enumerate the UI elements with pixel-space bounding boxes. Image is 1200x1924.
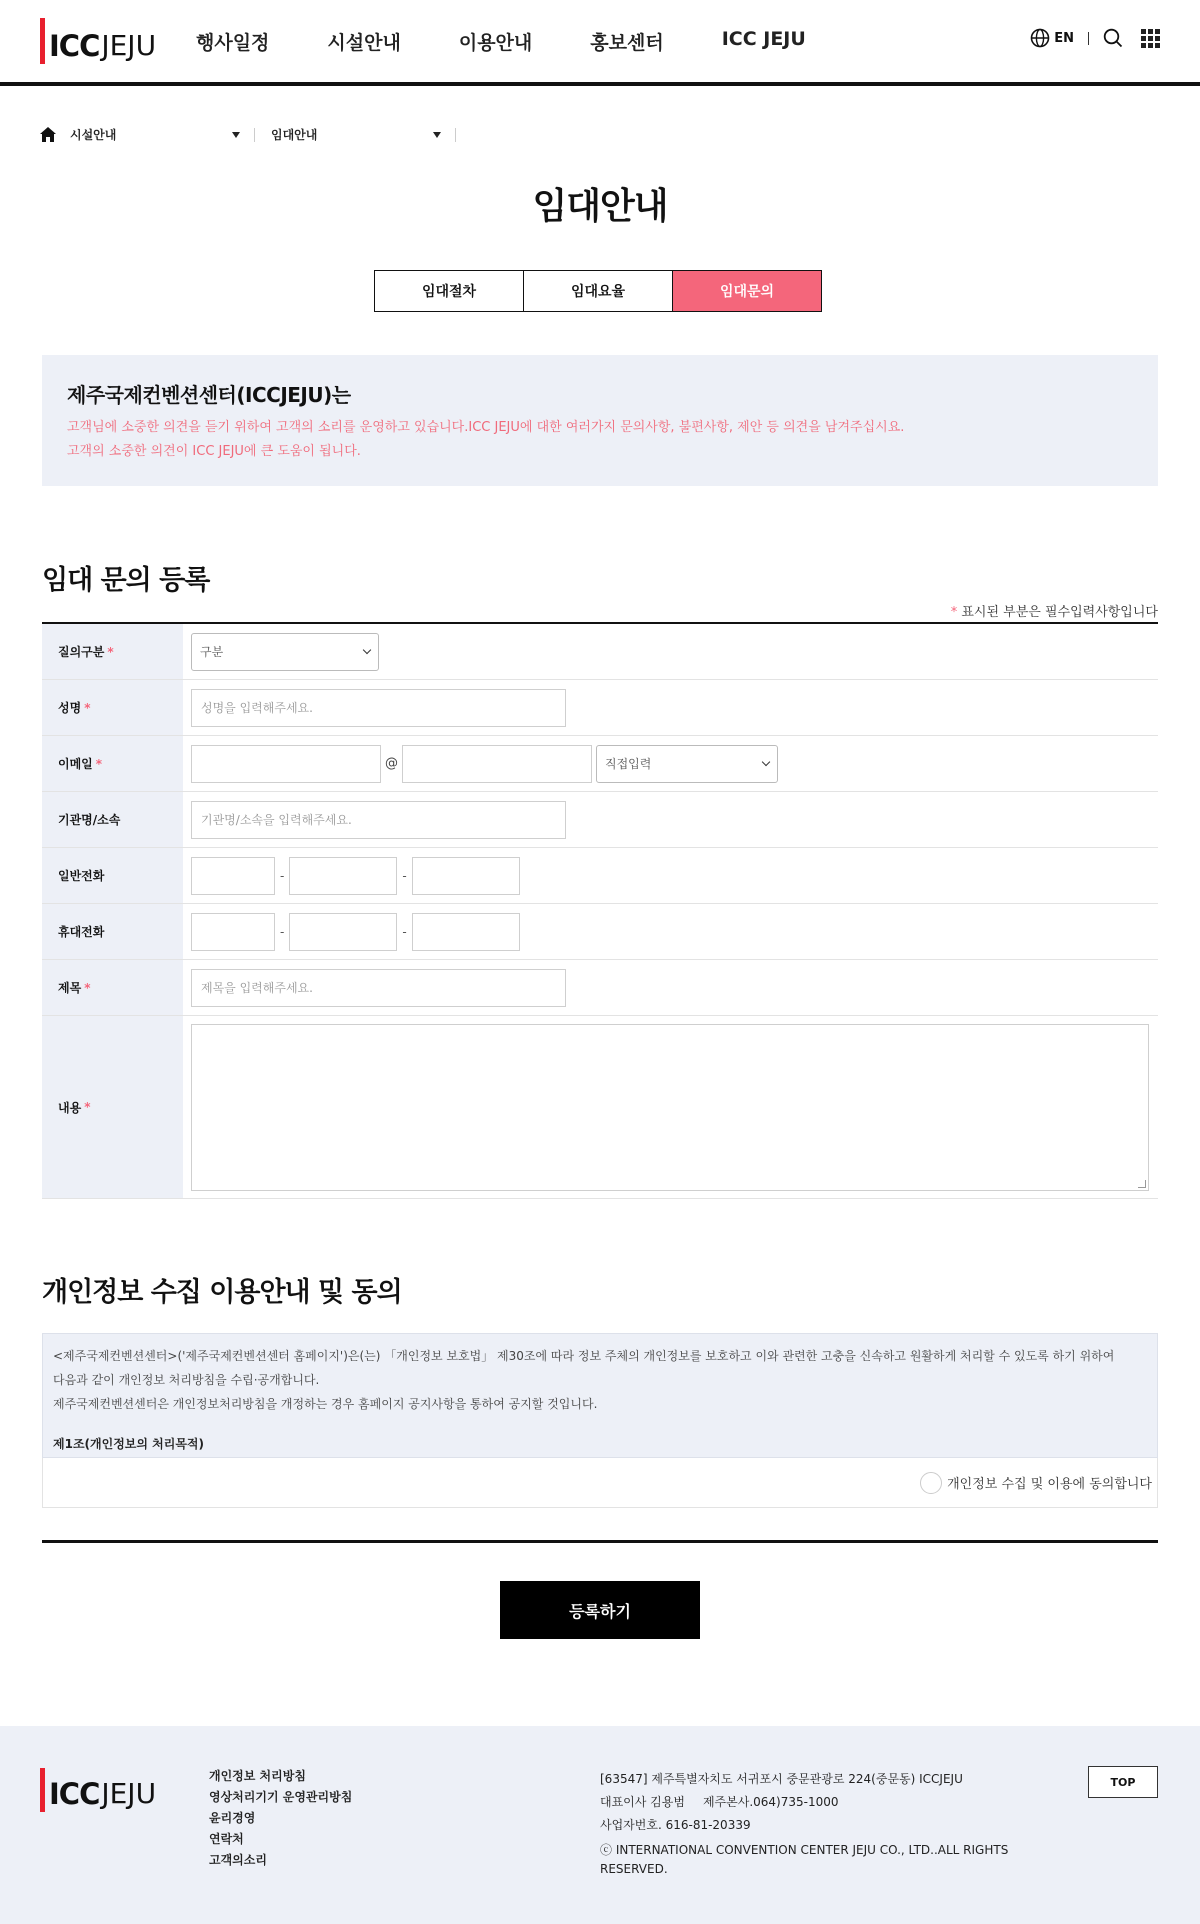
- chevron-down-icon: [762, 757, 770, 765]
- field-label: 이메일 *: [42, 736, 183, 791]
- site-header: [0, 0, 1200, 86]
- agree-label[interactable]: 개인정보 수집 및 이용에 동의합니다: [947, 1477, 1152, 1492]
- chevron-down-icon: [363, 645, 371, 653]
- divider: [455, 128, 456, 142]
- footer-links: [209, 1766, 352, 1871]
- org-input[interactable]: 기관명/소속을 입력해주세요.: [191, 801, 566, 839]
- breadcrumb-select-1[interactable]: [70, 126, 240, 143]
- footer-link-privacy[interactable]: 개인정보 처리방침: [209, 1769, 306, 1783]
- breadcrumb: [40, 126, 472, 143]
- divider: [42, 1540, 1158, 1543]
- field-label: 제목 *: [42, 960, 183, 1015]
- logo-jeju: JEJU: [101, 29, 157, 62]
- field-label: 성명 *: [42, 680, 183, 735]
- privacy-text: 제주국제컨벤션센터은 개인정보처리방침을 개정하는 경우 홈페이지 공지사항을 통하여 공지할 것입니다.: [53, 1397, 598, 1411]
- mobile-input-2[interactable]: [289, 913, 397, 951]
- email-domain-select[interactable]: 직접입력: [596, 745, 778, 783]
- nav-usage[interactable]: 이용안내: [458, 32, 533, 54]
- field-label: 기관명/소속: [42, 792, 183, 847]
- form-row-email: [42, 736, 1158, 792]
- footer-logo[interactable]: [40, 1768, 156, 1812]
- privacy-text: 다음과 같이 개인정보 처리방침을 수립·공개합니다.: [53, 1373, 320, 1387]
- language-label: EN: [1054, 30, 1074, 46]
- required-note: [951, 601, 1158, 620]
- footer-link-voc[interactable]: 고객의소리: [209, 1853, 267, 1867]
- site-footer: [0, 1726, 1200, 1924]
- content-textarea[interactable]: [191, 1024, 1149, 1191]
- footer-tel: 제주본사.064)735-1000: [702, 1795, 839, 1809]
- notice-line: 고객의 소중한 의견이 ICC JEJU에 큰 도움이 됩니다.: [67, 444, 361, 459]
- privacy-policy-box[interactable]: [42, 1333, 1158, 1458]
- field-label: 휴대전화: [42, 904, 183, 959]
- required-mark: *: [950, 605, 958, 620]
- notice-line: 고객님에 소중한 의견을 듣기 위하여 고객의 소리를 운영하고 있습니다.ICC JEJU에 대한 여러가지 문의사항, 불편사항, 제안 등 의견을 남겨주십시요.: [67, 420, 905, 435]
- breadcrumb-select-2[interactable]: [271, 126, 441, 143]
- logo[interactable]: [40, 16, 156, 64]
- agree-row: [42, 1458, 1158, 1508]
- divider: [254, 128, 255, 142]
- nav-events[interactable]: 행사일정: [196, 32, 270, 54]
- form-section-title: 임대 문의 등록: [42, 565, 210, 596]
- tab-rental-procedure[interactable]: 임대절차: [374, 270, 524, 312]
- form-row-category: [42, 624, 1158, 680]
- breadcrumb-level2: 임대안내: [271, 128, 318, 142]
- resize-handle[interactable]: [1138, 1180, 1146, 1188]
- breadcrumb-level1: 시설안내: [70, 128, 117, 142]
- at-sign: @: [385, 756, 398, 771]
- field-label: 일반전화: [42, 848, 183, 903]
- footer-link-ethics[interactable]: 윤리경영: [209, 1811, 256, 1825]
- required-note-text: 표시된 부분은 필수입력사항입니다: [957, 605, 1158, 620]
- privacy-text: <제주국제컨벤션센터>('제주국제컨벤션센터 홈페이지')은(는) 「개인정보 보호법」 제30조에 따라 정보 주체의 개인정보를 보호하고 이와 관련한 고충을 신속하고 원활하게 처리할 수 있도록 하기 위하여: [53, 1349, 1115, 1363]
- email-domain-input[interactable]: [402, 745, 592, 783]
- mobile-input-3[interactable]: [412, 913, 520, 951]
- form-row-subject: [42, 960, 1158, 1016]
- nav-icc-jeju[interactable]: ICC JEJU: [721, 28, 806, 50]
- nav-facilities[interactable]: 시설안내: [327, 32, 401, 54]
- form-row-mobile: 휴대전화 - -: [42, 904, 1158, 960]
- caret-down-icon: [433, 132, 441, 138]
- privacy-section-title: 개인정보 수집 이용안내 및 동의: [42, 1277, 402, 1308]
- agree-radio[interactable]: [920, 1472, 942, 1494]
- footer-biz-no: 사업자번호. 616-81-20339: [600, 1818, 751, 1832]
- main-nav: [196, 28, 864, 55]
- phone-input-2[interactable]: [289, 857, 397, 895]
- notice-title: 제주국제컨벤션센터(ICCJEJU)는: [67, 383, 351, 407]
- privacy-article: 제1조(개인정보의 처리목적): [53, 1437, 205, 1451]
- all-menu-icon[interactable]: [1141, 29, 1160, 48]
- logo-mark: [40, 18, 45, 64]
- form-row-name: [42, 680, 1158, 736]
- globe-icon: [1030, 28, 1050, 48]
- home-icon[interactable]: [40, 127, 56, 142]
- phone-input-1[interactable]: [191, 857, 275, 895]
- field-label: 질의구분 *: [42, 624, 183, 679]
- submit-button[interactable]: 등록하기: [500, 1581, 700, 1639]
- nav-pr[interactable]: 홍보센터: [590, 32, 664, 54]
- language-button[interactable]: [1030, 28, 1074, 48]
- mobile-input-1[interactable]: [191, 913, 275, 951]
- footer-ceo: 대표이사 김용범: [600, 1795, 685, 1809]
- form-row-phone: 일반전화 - -: [42, 848, 1158, 904]
- logo-icc: ICC: [49, 1777, 100, 1811]
- field-label: 내용 *: [42, 1016, 183, 1198]
- subject-input[interactable]: 제목을 입력해주세요.: [191, 969, 566, 1007]
- logo-jeju: JEJU: [101, 1777, 157, 1810]
- form-row-content: [42, 1016, 1158, 1199]
- notice-box: [42, 355, 1158, 486]
- top-button[interactable]: TOP: [1088, 1766, 1158, 1798]
- footer-link-contact[interactable]: 연락처: [209, 1832, 244, 1846]
- phone-input-3[interactable]: [412, 857, 520, 895]
- footer-copyright: ⓒ INTERNATIONAL CONVENTION CENTER JEJU CO., LTD..ALL RIGHTS RESERVED.: [600, 1843, 1009, 1876]
- search-icon[interactable]: [1103, 28, 1123, 48]
- sub-tabs: [375, 270, 822, 312]
- inquiry-form: [42, 622, 1158, 1199]
- category-select[interactable]: 구분: [191, 633, 379, 671]
- name-input[interactable]: 성명을 입력해주세요.: [191, 689, 566, 727]
- logo-mark: [40, 1768, 45, 1812]
- footer-link-cctv[interactable]: 영상처리기기 운영관리방침: [209, 1790, 353, 1804]
- footer-info: [600, 1768, 1060, 1879]
- divider: [1088, 32, 1089, 45]
- tab-rental-rates[interactable]: 임대요율: [523, 270, 673, 312]
- logo-icc: ICC: [49, 29, 100, 63]
- header-utils: [1030, 28, 1160, 48]
- tab-rental-inquiry[interactable]: 임대문의: [672, 270, 822, 312]
- email-id-input[interactable]: [191, 745, 381, 783]
- footer-address: [63547] 제주특별자치도 서귀포시 중문관광로 224(중문동) ICCJEJU: [600, 1772, 963, 1786]
- page-title: 임대안내: [532, 186, 668, 227]
- caret-down-icon: [232, 132, 240, 138]
- form-row-org: [42, 792, 1158, 848]
